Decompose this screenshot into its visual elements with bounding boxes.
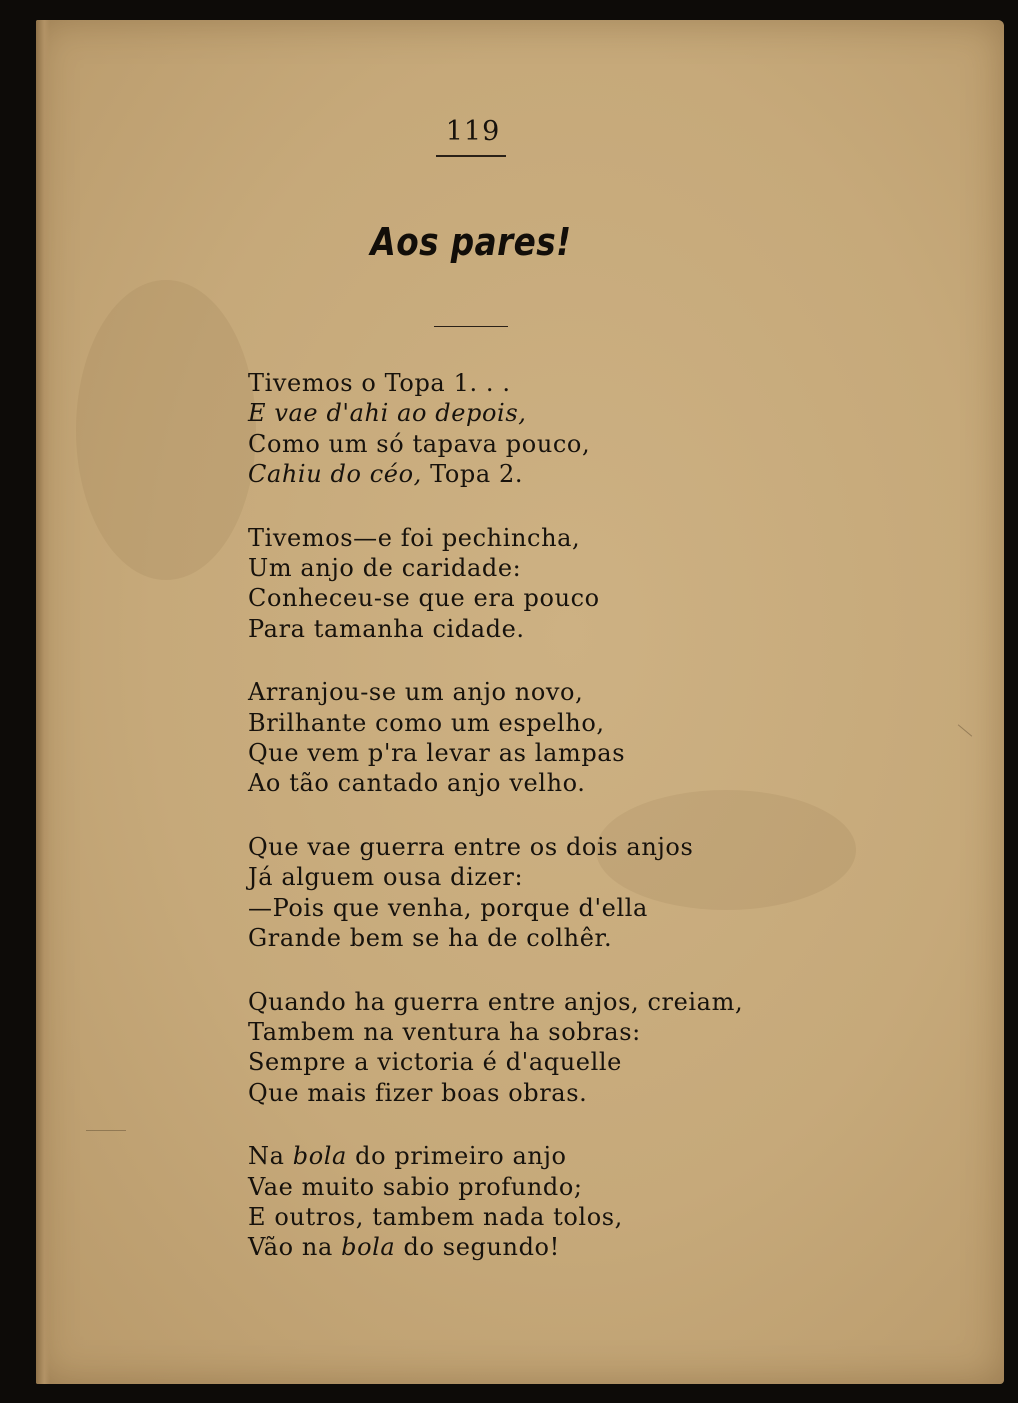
poem-line [248,987,788,1017]
poem-stanza [248,832,788,954]
paper-scratch [86,1130,126,1131]
poem-stanza [248,1141,788,1263]
poem-line [248,862,788,892]
poem-line [248,1047,788,1077]
poem-line-text: Para tamanha cidade. [248,614,525,643]
poem-line-text: Grande bem se ha de colhêr. [248,924,613,953]
poem-line [248,429,788,459]
poem-line-text: E outros, tambem nada tolos, [248,1202,623,1231]
poem-line [248,1202,788,1232]
poem-line-text: do primeiro anjo [346,1142,567,1171]
poem-body [248,368,788,1296]
poem-line-text: —Pois que venha, porque d'ella [248,893,648,922]
poem-line-text: Ao tão cantado anjo velho. [248,769,586,798]
poem-line-text: E vae d'ahi ao depois, [248,399,527,428]
title-rule [434,326,508,327]
poem-line [248,1232,788,1262]
poem-line-text: Tivemos—e foi pechincha, [248,523,581,552]
poem-line [248,614,788,644]
poem-line [248,459,788,489]
poem-line [248,1078,788,1108]
poem-line-text: do segundo! [395,1233,560,1262]
poem-line [248,1172,788,1202]
page-number-rule [436,155,506,157]
poem-line [248,738,788,768]
poem-line-text: Conheceu-se que era pouco [248,584,600,613]
poem-line-text: Topa 2. [421,460,524,489]
poem-line [248,677,788,707]
poem-line [248,1141,788,1171]
page-number: 119 [445,116,501,147]
poem-line-text: Quando ha guerra entre anjos, creiam, [248,987,744,1016]
paper-scratch [958,724,972,736]
poem-line [248,1017,788,1047]
poem-line-text: Já alguem ousa dizer: [248,863,524,892]
poem-line [248,583,788,613]
poem-line-text: Que mais fizer boas obras. [248,1078,588,1107]
poem-stanza [248,368,788,490]
poem-line [248,553,788,583]
poem-line [248,893,788,923]
page-gutter [36,20,50,1384]
poem-line [248,708,788,738]
poem-line-text: Brilhante como um espelho, [248,708,605,737]
poem-line-text: Cahiu do céo, [248,460,422,489]
poem-line-text: Que vae guerra entre os dois anjos [248,832,694,861]
poem-line-text: Vão na [248,1233,342,1262]
poem-line [248,368,788,398]
poem-title: Aos pares! [370,220,572,264]
poem-line-text: Vae muito sabio profundo; [248,1172,583,1201]
poem-line [248,832,788,862]
poem-line-text: Um anjo de caridade: [248,554,522,583]
poem-stanza [248,523,788,645]
poem-stanza [248,677,788,799]
poem-line [248,923,788,953]
poem-line-text: Sempre a victoria é d'aquelle [248,1048,622,1077]
paper-stain [76,280,256,580]
poem-line [248,523,788,553]
book-page [36,20,1004,1384]
poem-line-text: Na [248,1142,293,1171]
poem-stanza [248,987,788,1109]
poem-line [248,768,788,798]
poem-line-text: Que vem p'ra levar as lampas [248,739,626,768]
poem-line-text: Arranjou-se um anjo novo, [248,678,584,707]
poem-line-text: bola [341,1233,396,1262]
poem-line [248,398,788,428]
poem-line-text: Tivemos o Topa 1. . . [248,369,511,397]
poem-line-text: Como um só tapava pouco, [248,429,591,458]
poem-line-text: bola [292,1142,347,1171]
poem-line-text: Tambem na ventura ha sobras: [248,1017,641,1046]
